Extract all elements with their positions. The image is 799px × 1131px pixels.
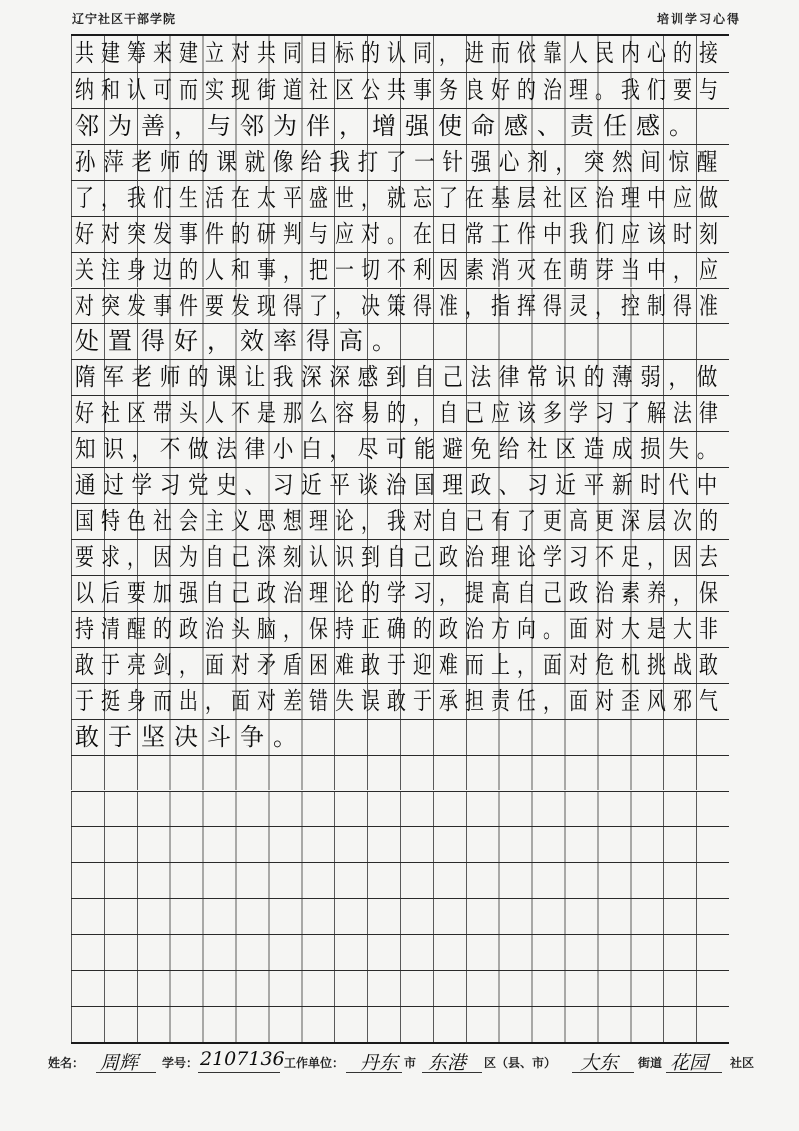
city-value: 丹东 [360, 1052, 399, 1074]
grid-row [71, 252, 729, 288]
grid-row [71, 862, 729, 898]
handwritten-line: 对突发事件要发现得了，决策得准，指挥得灵，控制得准 [75, 291, 725, 320]
handwritten-line: 敢于亮剑，面对矛盾困难敢于迎难而上，面对危机挑战敢 [75, 650, 725, 679]
city-label: 市 [404, 1056, 417, 1070]
school-name: 辽宁社区干部学院 [72, 12, 177, 26]
grid-row [71, 719, 729, 755]
grid-row [71, 970, 729, 1006]
grid-row [71, 791, 729, 827]
handwritten-line: 处置得好，效率得高。 [75, 327, 405, 356]
grid-row [71, 144, 729, 180]
grid-row [71, 180, 729, 216]
handwritten-line: 孙萍老师的课就像给我打了一针强心剂，突然间惊醒 [75, 147, 725, 176]
grid-row [71, 575, 729, 611]
street-value: 大东 [580, 1052, 619, 1074]
community-value: 花园 [670, 1052, 709, 1074]
id-value: 2107136 [200, 1048, 285, 1070]
grid-row [71, 898, 729, 934]
name-value: 周辉 [100, 1052, 139, 1074]
writing-grid [71, 34, 729, 1044]
district-value: 东港 [428, 1052, 467, 1074]
handwritten-line: 通过学习党史、习近平谈治国理政、习近平新时代中 [75, 471, 725, 500]
unit-label: 工作单位： [284, 1056, 345, 1070]
handwritten-line: 关注身边的人和事，把一切不利因素消灭在萌芽当中，应 [75, 255, 725, 284]
district-label: 区（县、市） [484, 1056, 557, 1070]
id-label: 学号： [162, 1056, 199, 1070]
handwritten-line: 要求，因为自己深刻认识到自己政治理论学习不足，因去 [75, 543, 725, 571]
handwritten-line: 国特色社会主义思想理论，我对自己有了更高更深层次的 [75, 507, 725, 536]
grid-row [71, 755, 729, 791]
grid-row [71, 539, 729, 575]
handwritten-line: 了，我们生活在太平盛世，就忘了在基层社区治理中应做 [75, 183, 725, 212]
grid-row [71, 647, 729, 683]
handwritten-line: 持清醒的政治头脑，保持正确的政治方向。面对大是大非 [75, 614, 725, 643]
handwritten-line: 共建筹来建立对共同目标的认同，进而依靠人民内心的接 [75, 39, 725, 67]
handwritten-line: 敢于坚决斗争。 [75, 722, 306, 751]
handwritten-line: 以后要加强自己政治理论的学习，提高自己政治素养，保 [75, 578, 725, 607]
grid-row [71, 1006, 729, 1042]
grid-row [71, 467, 729, 503]
grid-row [71, 611, 729, 647]
grid-row [71, 431, 729, 467]
grid-row [71, 683, 729, 719]
handwritten-line: 于挺身而出，面对差错失误敢于承担责任，面对歪风邪气 [75, 686, 725, 715]
grid-row [71, 395, 729, 431]
grid-row [71, 323, 729, 359]
handwritten-line: 好对突发事件的研判与应对。在日常工作中我们应该时刻 [75, 219, 725, 248]
document-title: 培训学习心得 [656, 12, 741, 26]
grid-row [71, 826, 729, 862]
grid-row [71, 359, 729, 395]
student-info-footer [40, 1050, 760, 1074]
handwritten-line: 知识，不做法律小白，尽可能避免给社区造成损失。 [75, 435, 725, 464]
grid-row [71, 288, 729, 324]
grid-row [71, 72, 729, 108]
handwritten-line: 邻为善，与邻为伴，增强使命感、责任感。 [75, 111, 702, 140]
handwritten-line: 纳和认可而实现街道社区公共事务良好的治理。我们要与 [75, 75, 725, 104]
grid-row [71, 503, 729, 539]
handwritten-line: 好社区带头人不是那么容易的，自己应该多学习了解法律 [75, 399, 725, 428]
handwritten-line: 隋军老师的课让我深深感到自己法律常识的薄弱，做 [75, 363, 725, 392]
grid-row [71, 216, 729, 252]
street-label: 街道 [638, 1056, 663, 1070]
grid-row [71, 108, 729, 144]
grid-row [71, 934, 729, 970]
name-label: 姓名： [48, 1056, 85, 1070]
community-label: 社区 [730, 1056, 755, 1070]
grid-row [71, 36, 729, 72]
